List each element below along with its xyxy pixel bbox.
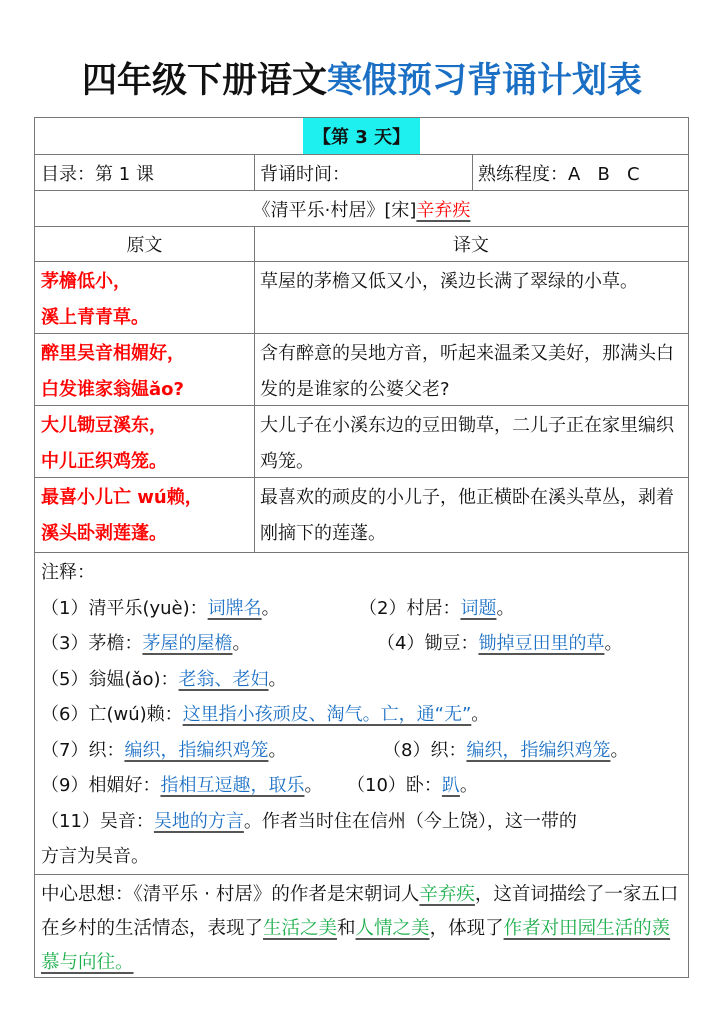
column-original: 原文 bbox=[126, 235, 163, 256]
verse-translation: 最喜欢的顽皮的小儿子，他正横卧在溪头草丛，剥着刚摘下的莲蓬。 bbox=[260, 487, 674, 544]
title-black-part: 四年级下册语文 bbox=[81, 61, 327, 101]
plan-table bbox=[34, 117, 689, 978]
verse-original: 大儿锄豆溪东， 中儿正织鸡笼。 bbox=[41, 415, 167, 472]
verse-row bbox=[35, 261, 688, 333]
summary-author: 辛弃疾 bbox=[419, 884, 475, 905]
page-title bbox=[0, 58, 724, 104]
note-item: （2）村居：词题。 bbox=[359, 597, 515, 619]
note-item: （3）茅檐：茅屋的屋檐。 bbox=[41, 633, 251, 654]
poem-title: 《清平乐·村居》[宋] bbox=[252, 199, 417, 221]
day-row bbox=[35, 118, 688, 154]
verse-row bbox=[35, 477, 688, 552]
note-item: （5）翁媪(ǎo)：老翁、老妇。 bbox=[41, 668, 287, 690]
verse-translation: 草屋的茅檐又低又小，溪边长满了翠绿的小草。 bbox=[260, 271, 638, 292]
notes-line bbox=[41, 626, 682, 662]
note-item: （10）卧：趴。 bbox=[347, 775, 478, 796]
poem-author: 辛弃疾 bbox=[416, 199, 471, 221]
summary-beauty-life: 生活之美 bbox=[263, 918, 338, 939]
summary-text: 中心思想：《清平乐 · 村居》的作者是宋朝词人辛弃疾，这首词描绘了一家五口在乡村的生活情态，表现了生活之美和人情之美，体现了作者对田园生活的羡慕与向往。 bbox=[41, 884, 679, 973]
verse-row bbox=[35, 405, 688, 477]
notes-continuation: 方言为吴音。 bbox=[41, 846, 149, 867]
note-item: （9）相媚好：指相互逗趣，取乐。 bbox=[41, 775, 323, 796]
notes-section bbox=[35, 552, 688, 874]
verse-row bbox=[35, 333, 688, 405]
notes-heading: 注释： bbox=[41, 562, 95, 583]
verse-original: 最喜小儿亡 wú赖， 溪头卧剥莲蓬。 bbox=[41, 487, 203, 544]
notes-line bbox=[41, 697, 682, 733]
summary-theme: 作者对田园生活的羡慕与向往。 bbox=[41, 918, 671, 973]
note-item: （11）吴音：吴地的方言。作者当时住在信州（今上饶），这一带的 bbox=[41, 810, 577, 832]
notes-line bbox=[41, 768, 682, 804]
note-item: （4）锄豆：锄掉豆田里的草。 bbox=[377, 633, 623, 654]
verse-translation: 大儿子在小溪东边的豆田锄草，二儿子正在家里编织鸡笼。 bbox=[260, 415, 674, 472]
recite-time-cell[interactable]: 背诵时间： bbox=[260, 163, 350, 185]
notes-line bbox=[41, 591, 682, 627]
catalog-cell: 目录：第 1 课 bbox=[41, 163, 154, 185]
column-translation: 译文 bbox=[453, 235, 489, 256]
note-item: （6）亡(wú)赖：这里指小孩顽皮、淘气。亡，通“无”。 bbox=[41, 704, 490, 725]
note-item: （1）清平乐(yuè)：词牌名。 bbox=[41, 597, 280, 619]
verse-original: 醉里吴音相媚好， 白发谁家翁媪ǎo? bbox=[41, 343, 185, 400]
notes-line bbox=[41, 662, 682, 698]
summary-beauty-human: 人情之美 bbox=[355, 918, 430, 939]
column-header-row bbox=[35, 226, 688, 261]
verse-translation: 含有醉意的吴地方音，听起来温柔又美好，那满头白发的是谁家的公婆父老? bbox=[260, 343, 674, 400]
proficiency-cell[interactable]: 熟练程度：A B C bbox=[478, 163, 640, 185]
day-badge: 【第 3 天】 bbox=[303, 118, 420, 154]
summary-section bbox=[35, 874, 688, 977]
verse-original: 茅檐低小， 溪上青青草。 bbox=[41, 271, 149, 328]
notes-line bbox=[41, 804, 682, 840]
notes-line bbox=[41, 733, 682, 769]
note-item: （8）织：编织，指编织鸡笼。 bbox=[383, 739, 629, 761]
title-blue-part: 寒假预习背诵计划表 bbox=[327, 61, 643, 101]
poem-title-row bbox=[35, 190, 688, 226]
note-item: （7）织：编织，指编织鸡笼。 bbox=[41, 739, 287, 761]
info-row bbox=[35, 154, 688, 190]
